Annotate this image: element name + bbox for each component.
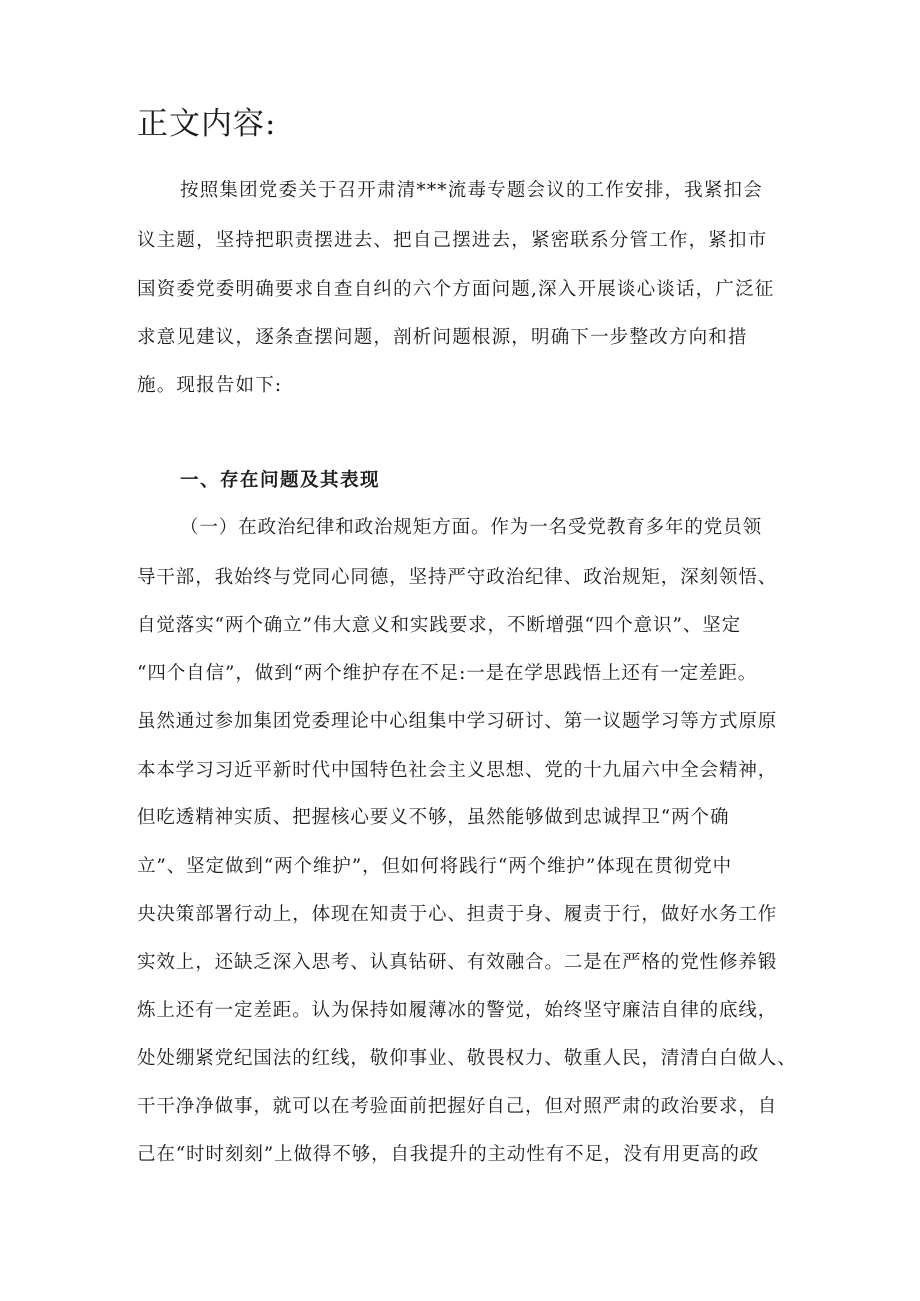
intro-line: 议主题，坚持把职责摆进去、把自己摆进去，紧密联系分管工作，紧扣市 — [137, 230, 768, 251]
body-line: “四个自信”，做到“两个维护存在不足:一是在学思践悟上还有一定差距。 — [137, 663, 758, 684]
body-line: 导干部，我始终与党同心同德，坚持严守政治纪律、政治规矩，深刻领悟、 — [137, 567, 778, 588]
section-heading: 一、存在问题及其表现 — [180, 470, 381, 491]
body-line: 但吃透精神实质、把握核心要义不够，虽然能够做到忠诚捍卫“两个确 — [137, 807, 730, 828]
body-line: 立”、坚定做到“两个维护”，但如何将践行“两个维护”体现在贯彻党中 — [137, 856, 732, 877]
intro-line: 按照集团党委关于召开肃清***流毒专题会议的工作安排，我紧扣会 — [180, 180, 763, 201]
body-line: 本本学习习近平新时代中国特色社会主义思想、党的十九届六中全会精神， — [137, 760, 778, 781]
body-line: 处处绷紧党纪国法的红线，敬仰事业、敬畏权力、敬重人民，清清白白做人、 — [137, 1048, 797, 1069]
body-line: 炼上还有一定差距。认为保持如履薄冰的警觉，始终坚守廉洁自律的底线， — [137, 1000, 778, 1021]
intro-line: 求意见建议，逐条查摆问题，剖析问题根源，明确下一步整改方向和措 — [137, 327, 748, 348]
body-line: 实效上，还缺乏深入思考、认真钻研、有效融合。二是在严格的党性修养锻 — [137, 952, 778, 973]
body-line: 虽然通过参加集团党委理论中心组集中学习研讨、第一议题学习等方式原原 — [137, 711, 778, 732]
body-line: 干干净净做事，就可以在考验面前把握好自己，但对照严肃的政治要求，自 — [137, 1096, 778, 1117]
body-line: （一）在政治纪律和政治规矩方面。作为一名受党教育多年的党员领 — [180, 517, 763, 538]
intro-line: 国资委党委明确要求自查自纠的六个方面问题,深入开展谈心谈话，广泛征 — [137, 279, 775, 300]
intro-line: 施。现报告如下: — [137, 375, 283, 396]
body-line: 央决策部署行动上，体现在知责于心、担责于身、履责于行，做好水务工作 — [137, 904, 778, 925]
body-line: 自觉落实“两个确立”伟大意义和实践要求，不断增强“四个意识”、坚定 — [137, 615, 742, 636]
body-line: 己在“时时刻刻”上做得不够，自我提升的主动性有不足，没有用更高的政 — [137, 1144, 760, 1165]
page-title: 正文内容: — [137, 106, 277, 142]
